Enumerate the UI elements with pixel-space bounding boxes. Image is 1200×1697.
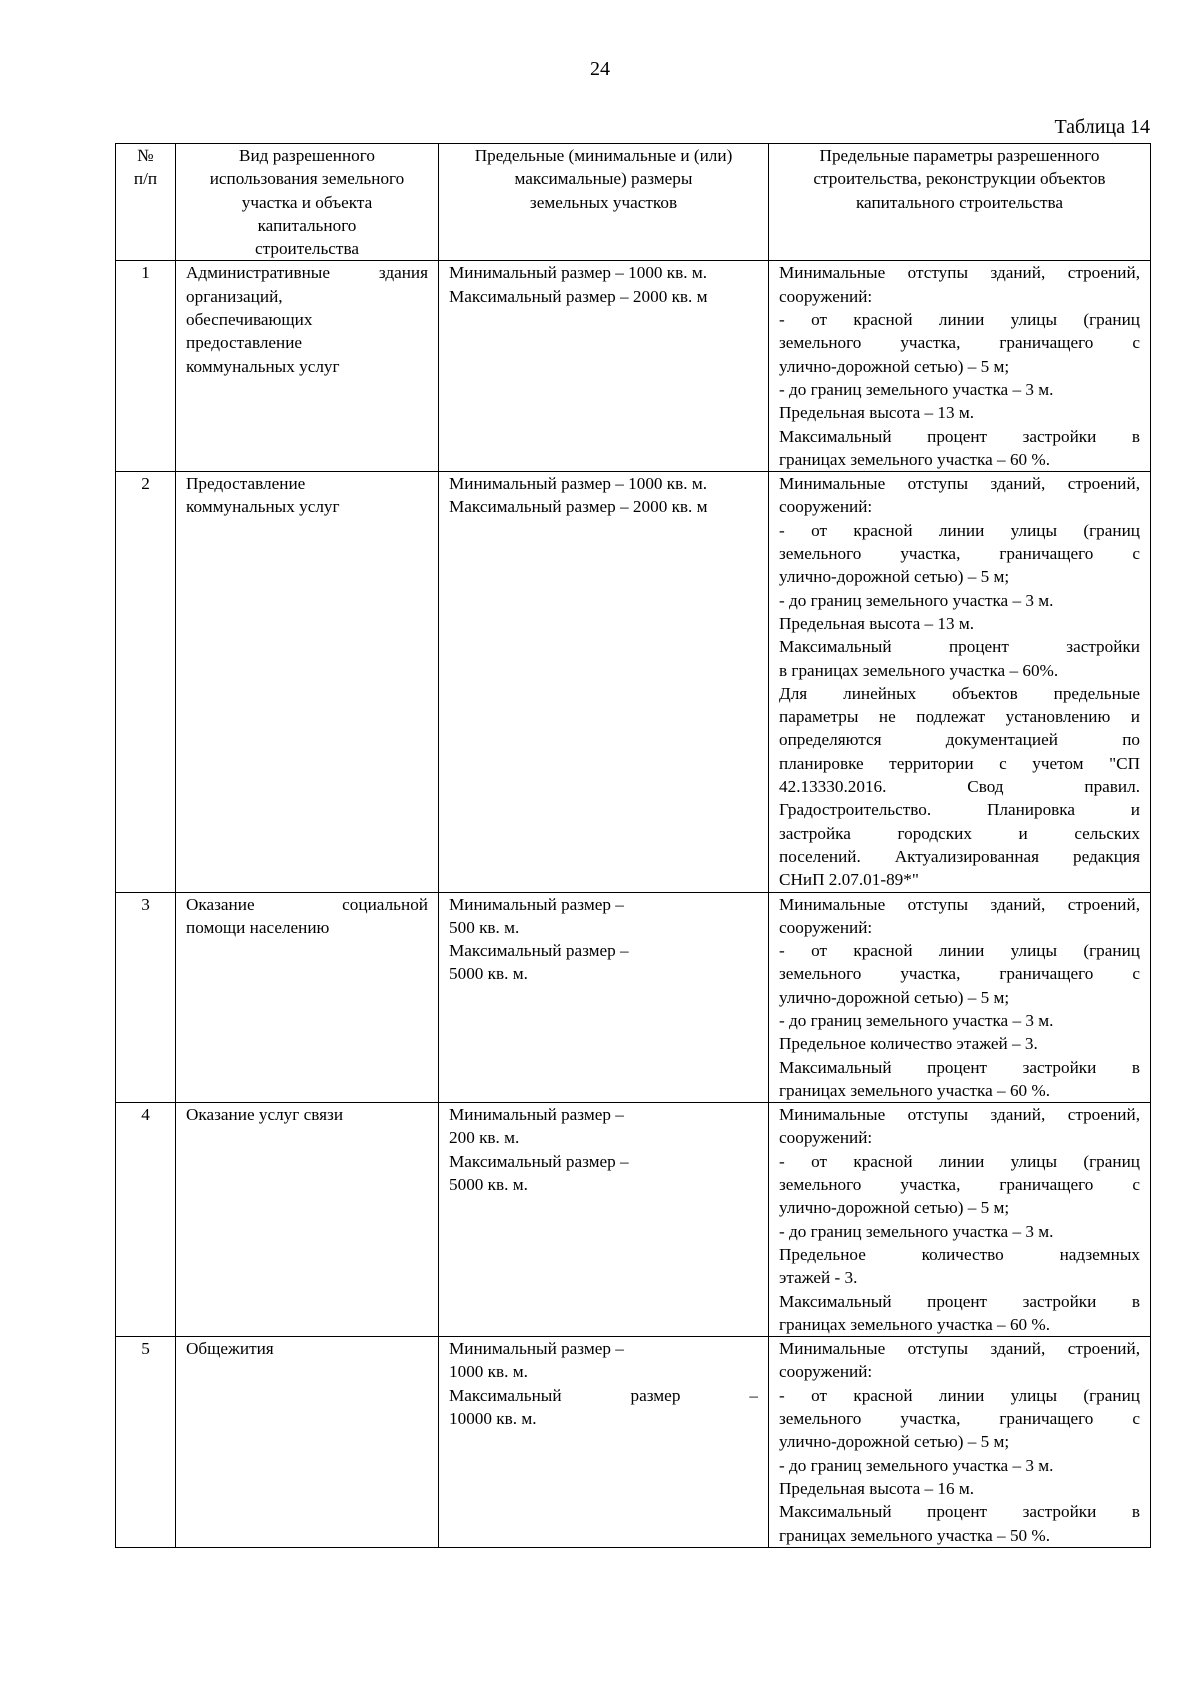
plot-size-line: Минимальный размер – 1000 кв. м.	[449, 474, 708, 494]
use-type-cell	[176, 472, 439, 892]
building-params-cell	[769, 1103, 1151, 1337]
table-row	[116, 261, 1151, 472]
building-params-line: планировке территории с учетом "СП	[779, 753, 1140, 773]
use-type-cell	[176, 1103, 439, 1337]
plot-size-line: 5000 кв. м.	[449, 1175, 528, 1195]
plot-size-line: Минимальный размер – 1000 кв. м.	[449, 263, 708, 283]
building-params-line: СНиП 2.07.01-89*"	[779, 870, 919, 890]
building-params-line: Предельная высота – 16 м.	[779, 1478, 975, 1498]
building-params-line: - до границ земельного участка – 3 м.	[779, 1221, 1054, 1241]
use-type-cell	[176, 1337, 439, 1548]
header-line: Предельные (минимальные и (или)	[474, 146, 733, 165]
building-params-line: сооружений:	[779, 1128, 873, 1148]
building-params-line: Предельная высота – 13 м.	[779, 403, 975, 423]
use-type-line: помощи населению	[186, 917, 330, 937]
header-line: Предельные параметры разрешенного	[819, 146, 1100, 165]
building-params-line: Максимальный процент застройки в	[779, 1502, 1140, 1522]
building-params-line: границах земельного участка – 60 %.	[779, 1080, 1051, 1100]
building-params-line: этажей - 3.	[779, 1268, 858, 1288]
building-params-line: границах земельного участка – 50 %.	[779, 1525, 1051, 1545]
building-params-line: - от красной линии улицы (границ	[779, 1151, 1140, 1171]
building-params-line: сооружений:	[779, 497, 873, 517]
plot-size-line: 10000 кв. м.	[449, 1409, 537, 1429]
row-number: 2	[116, 472, 176, 892]
building-params-cell	[769, 261, 1151, 472]
row-number: 1	[116, 261, 176, 472]
building-params-line: Максимальный процент застройки в	[779, 1057, 1140, 1077]
building-params-line: - до границ земельного участка – 3 м.	[779, 379, 1054, 399]
plot-size-line: Минимальный размер –	[449, 1339, 624, 1359]
row-number: 5	[116, 1337, 176, 1548]
building-params-line: Минимальные отступы зданий, строений,	[779, 1105, 1140, 1125]
header-params	[769, 144, 1151, 261]
table-row	[116, 472, 1151, 892]
building-params-line: Предельная высота – 13 м.	[779, 613, 975, 633]
building-params-line: Минимальные отступы зданий, строений,	[779, 474, 1140, 494]
plot-size-line: Максимальный размер –	[449, 941, 629, 961]
building-params-line: сооружений:	[779, 286, 873, 306]
building-params-cell	[769, 892, 1151, 1103]
table-header-row	[116, 144, 1151, 261]
header-size	[439, 144, 769, 261]
building-params-line: застройка городских и сельских	[779, 823, 1140, 843]
row-number: 3	[116, 892, 176, 1103]
building-params-line: 42.13330.2016. Свод правил.	[779, 777, 1140, 797]
header-line: №	[137, 146, 154, 165]
building-params-line: Максимальный процент застройки в	[779, 426, 1140, 446]
building-params-line: земельного участка, граничащего с	[779, 544, 1140, 564]
use-type-line: предоставление	[186, 333, 303, 353]
building-params-line: Максимальный процент застройки	[779, 637, 1140, 657]
building-params-line: улично-дорожной сетью) – 5 м;	[779, 356, 1010, 376]
building-params-line: земельного участка, граничащего с	[779, 964, 1140, 984]
header-line: участка и объекта	[241, 192, 373, 212]
building-params-line: сооружений:	[779, 1362, 873, 1382]
plot-size-line: 200 кв. м.	[449, 1128, 520, 1148]
plot-size-cell	[439, 1337, 769, 1548]
building-params-line: земельного участка, граничащего с	[779, 1409, 1140, 1429]
use-type-line: Предоставление	[186, 474, 306, 494]
use-type-line: Оказание социальной	[186, 894, 428, 914]
table-caption: Таблица 14	[1054, 116, 1150, 138]
building-params-line: Для линейных объектов предельные	[779, 683, 1140, 703]
building-params-line: - от красной линии улицы (границ	[779, 941, 1140, 961]
plot-size-cell	[439, 892, 769, 1103]
use-type-line: обеспечивающих	[186, 310, 313, 330]
building-params-line: земельного участка, граничащего с	[779, 333, 1140, 353]
building-params-cell	[769, 472, 1151, 892]
regulations-table	[115, 143, 1151, 1548]
header-line: строительства	[255, 239, 359, 259]
row-number: 4	[116, 1103, 176, 1337]
header-num	[116, 144, 176, 261]
header-use	[176, 144, 439, 261]
header-line: земельных участков	[529, 192, 678, 212]
building-params-line: Минимальные отступы зданий, строений,	[779, 263, 1140, 283]
use-type-line: Общежития	[186, 1339, 274, 1359]
building-params-line: земельного участка, граничащего с	[779, 1175, 1140, 1195]
use-type-line: коммунальных услуг	[186, 356, 340, 376]
building-params-cell	[769, 1337, 1151, 1548]
building-params-line: - до границ земельного участка – 3 м.	[779, 1010, 1054, 1030]
plot-size-line: 5000 кв. м.	[449, 964, 528, 984]
plot-size-line: Максимальный размер – 2000 кв. м	[449, 286, 708, 306]
building-params-line: Градостроительство. Планировка и	[779, 800, 1140, 820]
table-row	[116, 1103, 1151, 1337]
plot-size-line: 500 кв. м.	[449, 917, 520, 937]
header-line: строительства, реконструкции объектов	[813, 169, 1106, 189]
plot-size-line: Минимальный размер –	[449, 894, 624, 914]
table-row	[116, 892, 1151, 1103]
building-params-line: границах земельного участка – 60 %.	[779, 449, 1051, 469]
building-params-line: Минимальные отступы зданий, строений,	[779, 1339, 1140, 1359]
use-type-line: организаций,	[186, 286, 283, 306]
building-params-line: улично-дорожной сетью) – 5 м;	[779, 1432, 1010, 1452]
building-params-line: улично-дорожной сетью) – 5 м;	[779, 567, 1010, 587]
building-params-line: улично-дорожной сетью) – 5 м;	[779, 1198, 1010, 1218]
plot-size-cell	[439, 472, 769, 892]
plot-size-line: Минимальный размер –	[449, 1105, 624, 1125]
building-params-line: - от красной линии улицы (границ	[779, 310, 1140, 330]
building-params-line: - до границ земельного участка – 3 м.	[779, 1455, 1054, 1475]
building-params-line: - от красной линии улицы (границ	[779, 1385, 1140, 1405]
use-type-cell	[176, 261, 439, 472]
building-params-line: поселений. Актуализированная редакция	[779, 846, 1140, 866]
plot-size-line: Максимальный размер – 2000 кв. м	[449, 497, 708, 517]
plot-size-line: 1000 кв. м.	[449, 1362, 528, 1382]
building-params-line: улично-дорожной сетью) – 5 м;	[779, 987, 1010, 1007]
building-params-line: Предельное количество надземных	[779, 1244, 1140, 1264]
use-type-line: Оказание услуг связи	[186, 1105, 344, 1125]
table-row	[116, 1337, 1151, 1548]
building-params-line: параметры не подлежат установлению и	[779, 707, 1140, 727]
header-line: максимальные) размеры	[514, 169, 693, 189]
building-params-line: - от красной линии улицы (границ	[779, 520, 1140, 540]
page-number: 24	[590, 58, 610, 80]
header-line: п/п	[133, 169, 158, 189]
building-params-line: Минимальные отступы зданий, строений,	[779, 894, 1140, 914]
header-line: капитального	[257, 215, 357, 235]
table-body	[116, 261, 1151, 1547]
building-params-line: Максимальный процент застройки в	[779, 1291, 1140, 1311]
header-line: капитального строительства	[855, 192, 1064, 212]
use-type-line: коммунальных услуг	[186, 497, 340, 517]
plot-size-cell	[439, 261, 769, 472]
header-line: использования земельного	[209, 169, 405, 189]
plot-size-cell	[439, 1103, 769, 1337]
building-params-line: Предельное количество этажей – 3.	[779, 1034, 1038, 1054]
use-type-cell	[176, 892, 439, 1103]
plot-size-line: Максимальный размер –	[449, 1151, 629, 1171]
use-type-line: Административные здания	[186, 263, 428, 283]
building-params-line: определяются документацией по	[779, 730, 1140, 750]
building-params-line: - до границ земельного участка – 3 м.	[779, 590, 1054, 610]
header-line: Вид разрешенного	[238, 146, 375, 165]
building-params-line: сооружений:	[779, 917, 873, 937]
building-params-line: границах земельного участка – 60 %.	[779, 1314, 1051, 1334]
plot-size-line: Максимальный размер –	[449, 1385, 758, 1405]
building-params-line: в границах земельного участка – 60%.	[779, 660, 1059, 680]
